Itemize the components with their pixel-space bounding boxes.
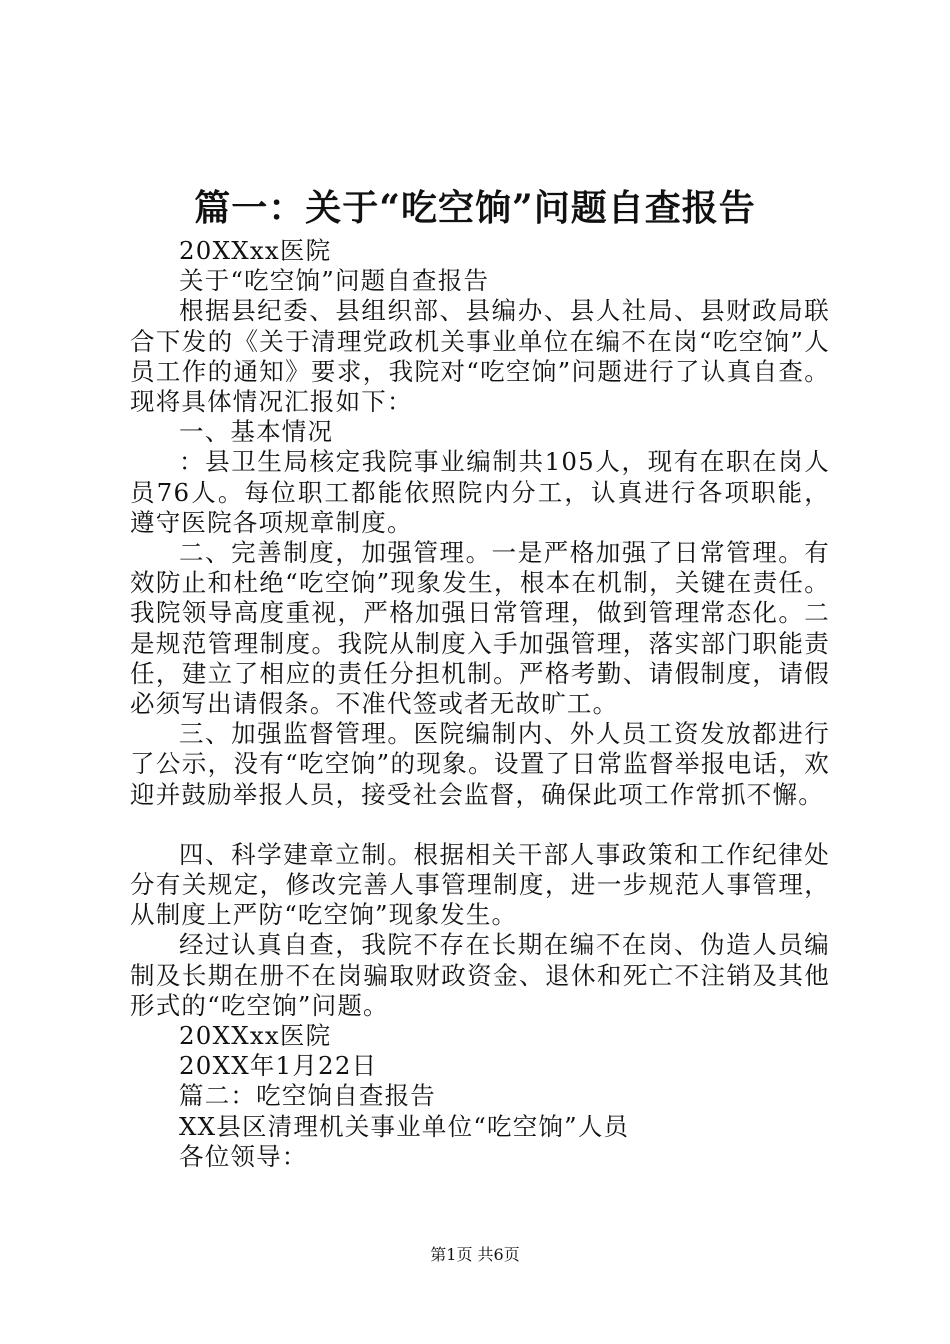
paragraph: 二、完善制度，加强管理。一是严格加强了日常管理。有效防止和杜绝“吃空饷”现象发生，根本在机制，关键在责任。我院领导高度重视，严格加强日常管理，做到管理常态化。二是规范管理制度。我院从制度入手加强管理，落实部门职能责任，建立了相应的责任分担机制。严格考勤、请假制度，请假必须写出请假条。不准代签或者无故旷工。 [130,538,830,719]
paragraph: 经过认真自查，我院不存在长期在编不在岗、伪造人员编制及长期在册不在岗骗取财政资金、退休和死亡不注销及其他形式的“吃空饷”问题。 [130,930,830,1020]
paragraph: 关于“吃空饷”问题自查报告 [179,266,490,296]
paragraph: XX县区清理机关事业单位“吃空饷”人员 [179,1111,630,1141]
paragraph-gap [130,810,830,840]
paragraph: 20XXxx医院 [179,236,332,265]
section-heading: 一、基本情况 [179,417,334,447]
document-body [130,236,830,1172]
signature-org: 20XXxx医院 [179,1021,332,1051]
salutation: 各位领导： [179,1141,308,1171]
paragraph: ：县卫生局核定我院事业编制共105人，现有在职在岗人员76人。每位职工都能依照院内分工，认真进行各项职能，遵守医院各项规章制度。 [130,447,830,537]
document-title: 篇一：关于“吃空饷”问题自查报告 [194,187,756,229]
paragraph: 三、加强监督管理。医院编制内、外人员工资发放都进行了公示，没有“吃空饷”的现象。设置了日常监督举报电话，欢迎并鼓励举报人员，接受社会监督，确保此项工作常抓不懈。 [130,719,830,809]
page-number: 第1页 共6页 [430,1245,520,1264]
paragraph: 根据县纪委、县组织部、县编办、县人社局、县财政局联合下发的《关于清理党政机关事业单位在编不在岗“吃空饷”人员工作的通知》要求，我院对“吃空饷”问题进行了认真自查。现将具体情况汇报如下： [130,296,830,417]
section-title: 篇二：吃空饷自查报告 [179,1081,436,1111]
paragraph: 四、科学建章立制。根据相关干部人事政策和工作纪律处分有关规定，修改完善人事管理制度，进一步规范人事管理，从制度上严防“吃空饷”现象发生。 [130,839,830,930]
signature-date: 20XX年1月22日 [179,1051,378,1081]
